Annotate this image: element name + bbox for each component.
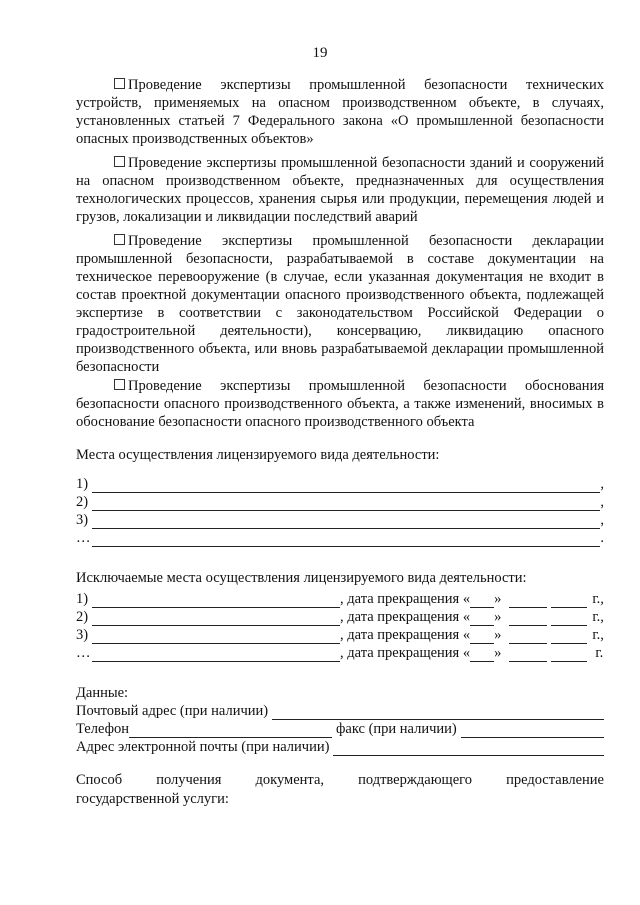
receipt-method-line-2: государственной услуги: xyxy=(76,791,229,807)
fax-input[interactable] xyxy=(461,723,604,738)
receipt-word: получения xyxy=(156,772,222,788)
postal-address-label: Почтовый адрес (при наличии) xyxy=(76,703,269,719)
year-input[interactable] xyxy=(551,611,587,626)
place-input[interactable] xyxy=(92,532,600,547)
receipt-word: подтверждающего xyxy=(358,772,472,788)
phone-fax-row xyxy=(76,720,604,738)
year-suffix: г., xyxy=(592,609,604,625)
phone-label: Телефон xyxy=(76,721,129,737)
row-number: 2) xyxy=(76,494,89,510)
postal-address-input[interactable] xyxy=(272,705,604,720)
place-input[interactable] xyxy=(92,496,600,511)
date-label: , дата прекращения « xyxy=(340,609,471,625)
checkbox[interactable] xyxy=(114,156,125,167)
row-number: … xyxy=(76,530,91,546)
paragraph-text: Проведение экспертизы промышленной безопасности обоснования безопасности опасного производственного объекта, а также изменений, вносимых в обоснование безопасности опасного производственного объекта xyxy=(76,378,604,430)
checkbox[interactable] xyxy=(114,379,125,390)
year-suffix: г., xyxy=(592,627,604,643)
month-input[interactable] xyxy=(509,593,547,608)
checkbox-paragraph-4 xyxy=(76,377,604,431)
excluded-row xyxy=(76,644,610,662)
excluded-place-input[interactable] xyxy=(92,629,340,644)
receipt-word: предоставление xyxy=(506,772,604,788)
page-number: 19 xyxy=(312,45,328,61)
row-number: 3) xyxy=(76,627,89,643)
place-row xyxy=(76,511,604,529)
place-input[interactable] xyxy=(92,514,600,529)
day-input[interactable] xyxy=(470,611,494,626)
checkbox-paragraph-3 xyxy=(76,232,604,376)
date-label: , дата прекращения « xyxy=(340,627,471,643)
excluded-place-input[interactable] xyxy=(92,647,340,662)
checkbox[interactable] xyxy=(114,234,125,245)
row-end-mark: . xyxy=(600,530,604,546)
paragraph-text: Проведение экспертизы промышленной безопасности технических устройств, применяемых на опасном производственном объекте, в случаях, установленных статьей 7 Федерального закона «О промышленной безопасности опасных производственных объектов» xyxy=(76,77,604,147)
place-input[interactable] xyxy=(92,478,600,493)
excluded-row xyxy=(76,590,610,608)
place-row xyxy=(76,529,604,547)
fax-label: факс (при наличии) xyxy=(336,721,457,737)
day-input[interactable] xyxy=(470,629,494,644)
month-input[interactable] xyxy=(509,647,547,662)
excluded-place-input[interactable] xyxy=(92,593,340,608)
receipt-word: Способ xyxy=(76,772,123,788)
data-heading: Данные: xyxy=(76,685,129,701)
quote-close: » xyxy=(494,591,502,607)
places-heading: Места осуществления лицензируемого вида деятельности: xyxy=(76,447,440,463)
paragraph-text: Проведение экспертизы промышленной безопасности зданий и сооружений на опасном производственном объекте, предназначенных для осуществления технологических процессов, хранения сырья или продукции, перемещения людей и грузов, локализации и ликвидации последствий аварий xyxy=(76,155,604,225)
year-input[interactable] xyxy=(551,593,587,608)
email-label: Адрес электронной почты (при наличии) xyxy=(76,739,330,755)
postal-address-row xyxy=(76,702,604,720)
row-number: 1) xyxy=(76,591,89,607)
paragraph-text: Проведение экспертизы промышленной безопасности декларации промышленной безопасности, разрабатываемой в составе документации на техническое перевооружение (в случае, если указанная документация не входит в состав проектной документации опасного производственного объекта, подлежащей экспертизе в соответствии с законодательством Российской Федерации о градостроительной деятельности), консервацию, ликвидацию опасного производственного объекта, или вновь разрабатываемой декларации промышленной безопасности xyxy=(76,233,604,375)
date-label: , дата прекращения « xyxy=(340,591,471,607)
email-row xyxy=(76,738,604,756)
year-input[interactable] xyxy=(551,629,587,644)
row-number: 3) xyxy=(76,512,89,528)
excluded-place-input[interactable] xyxy=(92,611,340,626)
day-input[interactable] xyxy=(470,593,494,608)
checkbox-paragraph-1 xyxy=(76,76,604,148)
date-label: , дата прекращения « xyxy=(340,645,471,661)
year-suffix: г., xyxy=(592,591,604,607)
row-end-mark: , xyxy=(600,494,604,510)
row-number: … xyxy=(76,645,91,661)
day-input[interactable] xyxy=(470,647,494,662)
month-input[interactable] xyxy=(509,611,547,626)
receipt-method-line xyxy=(76,771,604,789)
phone-input[interactable] xyxy=(129,723,332,738)
excluded-row xyxy=(76,626,610,644)
year-suffix: г. xyxy=(595,645,604,661)
excluded-row xyxy=(76,608,610,626)
place-row xyxy=(76,493,604,511)
checkbox-paragraph-2 xyxy=(76,154,604,226)
email-input[interactable] xyxy=(333,741,604,756)
checkbox[interactable] xyxy=(114,78,125,89)
month-input[interactable] xyxy=(509,629,547,644)
row-end-mark: , xyxy=(600,476,604,492)
place-row xyxy=(76,475,604,493)
year-input[interactable] xyxy=(551,647,587,662)
row-end-mark: , xyxy=(600,512,604,528)
row-number: 1) xyxy=(76,476,89,492)
excluded-heading: Исключаемые места осуществления лицензируемого вида деятельности: xyxy=(76,570,527,586)
quote-close: » xyxy=(494,609,502,625)
receipt-word: документа, xyxy=(255,772,325,788)
row-number: 2) xyxy=(76,609,89,625)
quote-close: » xyxy=(494,645,502,661)
quote-close: » xyxy=(494,627,502,643)
